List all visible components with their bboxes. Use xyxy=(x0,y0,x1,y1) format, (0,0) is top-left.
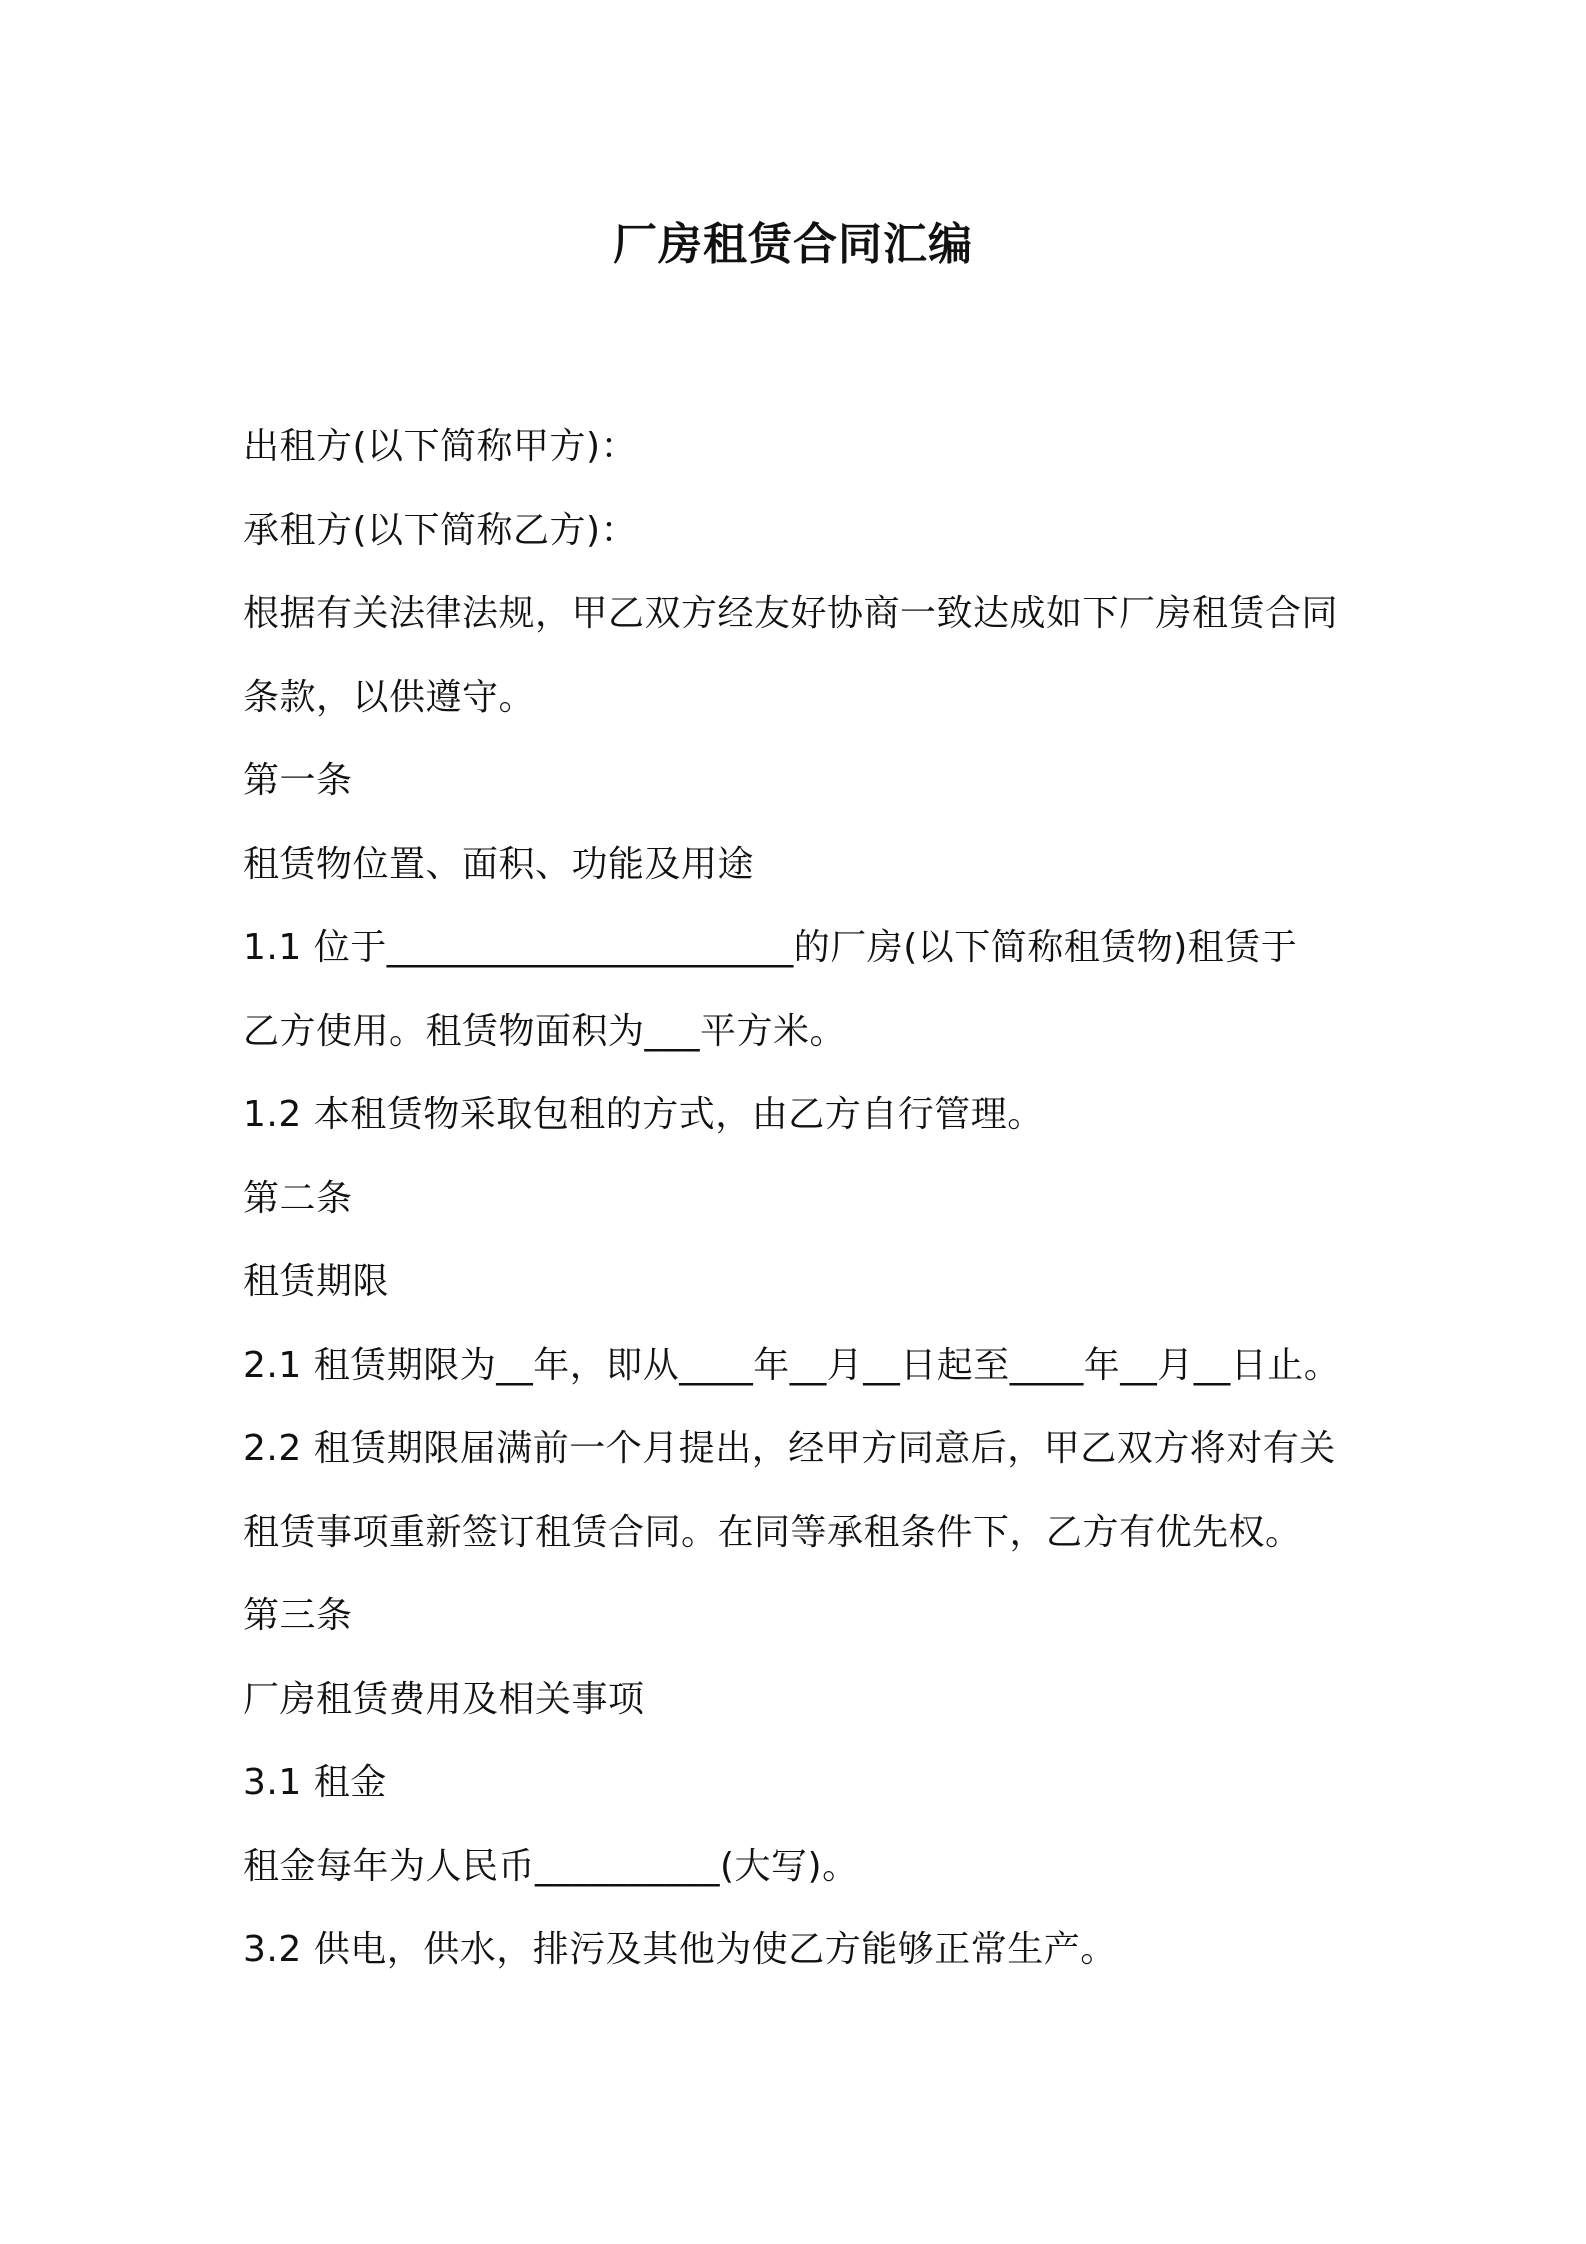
party-b-line: 承租方(以下简称乙方)： xyxy=(243,509,638,551)
article-subtitle: 厂房租赁费用及相关事项 xyxy=(243,1678,645,1720)
document-title: 厂房租赁合同汇编 xyxy=(613,219,973,270)
document-body xyxy=(243,405,1373,1992)
party-a-line: 出租方(以下简称甲方)： xyxy=(243,426,638,467)
clause-line: 1.1 位于______________________的厂房(以下简称租赁物)租赁于 xyxy=(243,927,1298,968)
clause-line: 租赁事项重新签订租赁合同。在同等承租条件下，乙方有优先权。 xyxy=(243,1511,1302,1553)
clause-line: 2.1 租赁期限为__年，即从____年__月__日起至____年__月__日止。 xyxy=(243,1344,1341,1386)
article-subtitle: 租赁期限 xyxy=(243,1261,390,1302)
preamble-line: 根据有关法律法规，甲乙双方经友好协商一致达成如下厂房租赁合同 xyxy=(243,593,1339,634)
clause-line: 3.1 租金 xyxy=(243,1762,387,1803)
article-heading: 第三条 xyxy=(243,1595,353,1636)
clause-line: 3.2 供电，供水，排污及其他为使乙方能够正常生产。 xyxy=(243,1929,1117,1970)
article-subtitle: 租赁物位置、面积、功能及用途 xyxy=(243,843,755,885)
clause-line: 乙方使用。租赁物面积为___平方米。 xyxy=(243,1010,847,1052)
preamble-line: 条款，以供遵守。 xyxy=(243,676,536,718)
article-heading: 第一条 xyxy=(243,760,353,801)
article-heading: 第二条 xyxy=(243,1177,353,1219)
clause-line: 2.2 租赁期限届满前一个月提出，经甲方同意后，甲乙双方将对有关 xyxy=(243,1428,1336,1469)
clause-line: 1.2 本租赁物采取包租的方式，由乙方自行管理。 xyxy=(243,1094,1044,1135)
clause-line: 租金每年为人民币__________(大写)。 xyxy=(243,1845,859,1887)
